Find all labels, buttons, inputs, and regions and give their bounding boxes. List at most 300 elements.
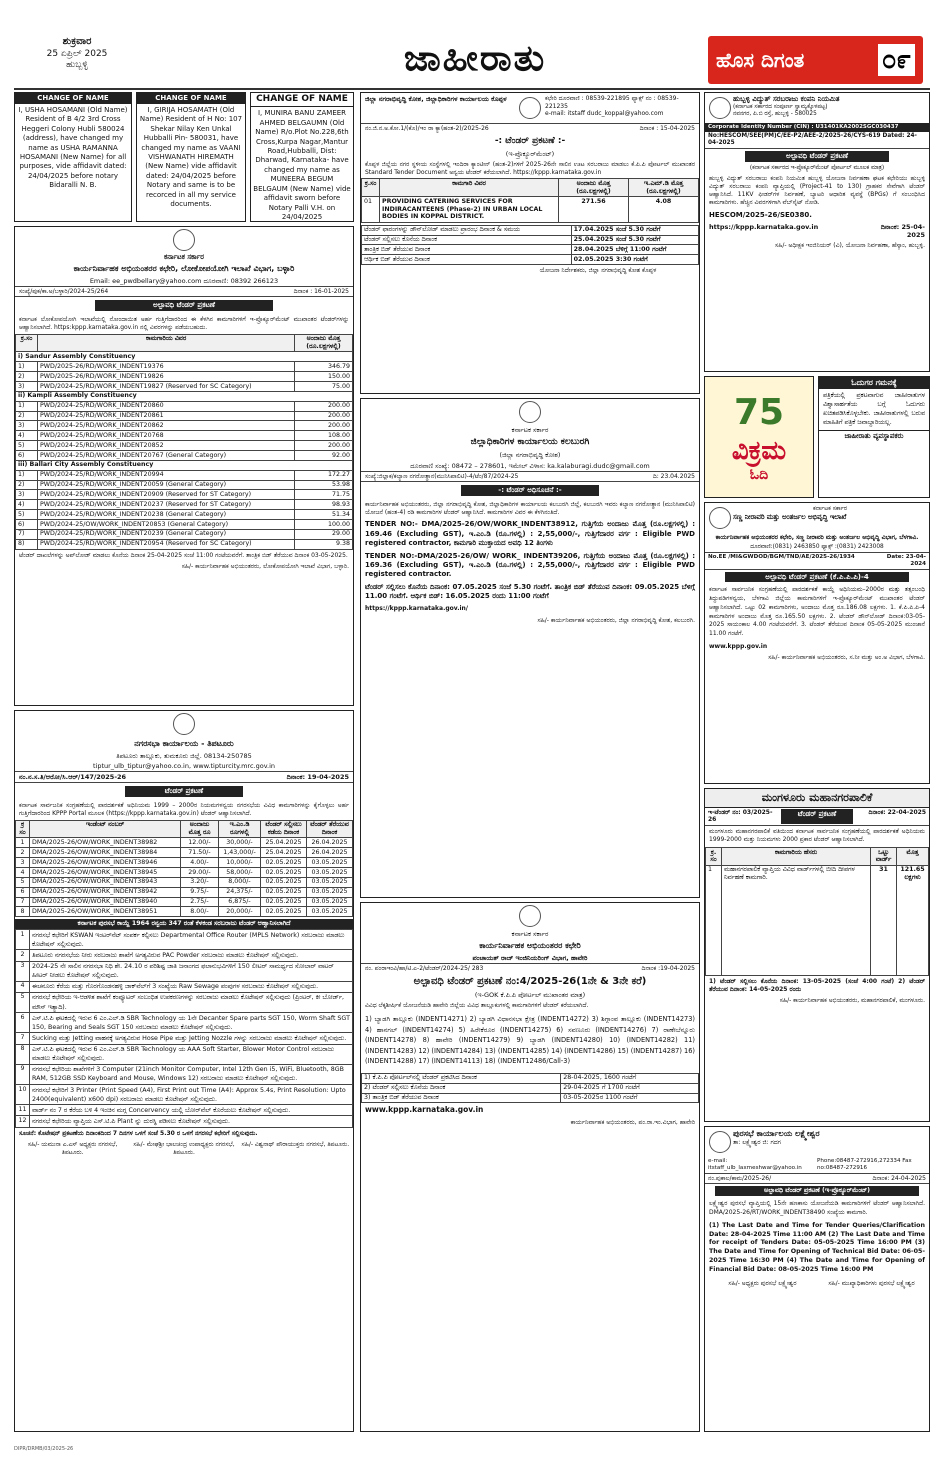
cell: 02.05.2025 xyxy=(261,868,307,878)
notice-intro: ಕರ್ನಾಟಕ ಲೋಕೋಪಯೋಗಿ ಇಲಾಖೆಯಲ್ಲಿ ನೋಂದಾಯಿತ ಅರ್ಹ ಗುತ್ತಿಗೆದಾರರಿಂದ ಈ ಕೆಳಗಿನ ಕಾಮಗಾರಿಗಳಿಗೆ ಇ-ಪ್ರೊಕ್ಯೂರ್‌ಮೆಂಟ್ ಮುಖಾಂತರ ಟೆಂಡರ್‌ಗಳನ್ನು ಆಹ್ವಾನಿಸಲಾಗಿದೆ. https:kppp.karnataka.gov.in ನಲ್ಲಿ ವಿವರಗಳನ್ನು ಪಡೆಯಬಹುದು. xyxy=(19,316,349,331)
col-amount: ಅಂದಾಜು ಮೊತ್ತ (ರೂ.ಲಕ್ಷಗಳಲ್ಲಿ) xyxy=(295,334,353,352)
cell: PWD/2024-25/RD/WORK_INDENT20954 (Reserved for SC Category) xyxy=(38,539,295,549)
works-table xyxy=(361,178,699,222)
cell: PWD/2025-26/RD/WORK_INDENT19826 xyxy=(38,372,295,382)
list-item xyxy=(16,1105,353,1116)
paper-logo xyxy=(708,36,923,84)
cell: 2) ಟೆಂಡರ್ ಸಲ್ಲಿಸಲು ಕೊನೆಯ ದಿನಾಂಕ xyxy=(362,1083,561,1093)
item-text: ಎಸ್.ಟಿ.ಪಿ ಘಟಕದಲ್ಲಿ ಇರುವ 6 ಎಂ.ಎಲ್.ಡಿ SBR Technology ಯ AAA Soft Starter, Blower Motor Control ಸರಬರಾಜು ಮಾಡಲು ಕೊಟೇಷನ್ ಸಲ್ಲಿಸುವುದು. xyxy=(30,1044,353,1064)
table-row xyxy=(16,539,353,549)
office-address: ನವನಗರ, ಪಿ.ಬಿ ರಸ್ತೆ, ಹುಬ್ಬಳ್ಳಿ - 580025 xyxy=(733,110,817,117)
vikrama-title: ವಿಕ್ರಮ xyxy=(731,435,787,466)
office-sub: ಪಂಚಾಯತ್ ರಾಜ್ ಇಂಜಿನಿಯರಿಂಗ್ ವಿಭಾಗ, ಹಾವೇರಿ xyxy=(472,954,588,963)
item-number: 6 xyxy=(16,1013,30,1033)
item-number: 9 xyxy=(16,1064,30,1084)
cell: 8 xyxy=(16,907,30,917)
table-row xyxy=(16,382,353,392)
office-sub: ತಿಪಟೂರು ತಾಲ್ಲೂಕು, ತುಮಕೂರು ಜಿಲ್ಲೆ. 08134-250785 xyxy=(116,752,252,760)
list-item xyxy=(16,1013,353,1033)
cell: 4.08 xyxy=(629,197,699,223)
cell: PWD/2024-25/RD/WORK_INDENT20909 (Reserved for ST Category) xyxy=(38,490,295,500)
ref-number: ಸಂಖ್ಯೆ:ಜಿಲ್ಲಾಕ/ಕಲ್ಯಾಣ ನಗರೋತ್ಥಾನ(ಮುನಿಸಿಪಾಲಿಟಿ)-4/ಟೆಂ/87/2024-25 xyxy=(365,472,519,480)
table-row xyxy=(16,451,353,461)
hescom-logo-icon xyxy=(709,97,731,119)
tender-2: TENDER NO:-DMA/2025-26/OW/ WORK_ INDENT39206, ಗುತ್ತಿಗೆಯ ಅಂದಾಜು ಮೊತ್ತ (ರೂ.ಲಕ್ಷಗಳಲ್ಲಿ) : 169.36 (Excluding GST), ಇ.ಎಂ.ಡಿ (ರೂ.ಗಳಲ್ಲಿ) : 2,55,000/-, ಗುತ್ತಿಗೆದಾರರ ವರ್ಗ : Eligible PWD registered contractor. xyxy=(365,551,695,578)
cell: 4) xyxy=(16,500,38,510)
table-row xyxy=(16,529,353,539)
list-item xyxy=(16,961,353,981)
table-row xyxy=(16,887,353,897)
item-number: 11 xyxy=(16,1105,30,1116)
table-row xyxy=(16,897,353,907)
notice-title: -: ಟೆಂಡರ್ ಅಧಿಸೂಚನೆ :- xyxy=(461,485,599,496)
table-row xyxy=(16,848,353,858)
vikrama-sub: ಓದಿ xyxy=(749,467,769,483)
item-number: 5 xyxy=(16,992,30,1012)
cell: 3) xyxy=(16,490,38,500)
tender-website[interactable]: https://kppp.karnataka.gov.in xyxy=(709,222,819,231)
works-table xyxy=(705,847,929,976)
notice-title: ಟೆಂಡರ್ ಪ್ರಕಟಣೆ xyxy=(125,786,243,797)
col-sl: ಕ್ರ ಸಂ xyxy=(16,820,30,838)
cell: 71.75 xyxy=(295,490,353,500)
cell: 25.04.2025 xyxy=(261,848,307,858)
notice-intro: ಕರ್ನಾಟಕ ಸಾರ್ವಜನಿಕ ಸಂಗ್ರಹಣೆಯಲ್ಲಿ ಪಾರದರ್ಶಕತೆ ಅಧಿನಿಯಮ 1999 – 2000ರ ನಿಯಮಗಳನ್ವಯ ನಗರಸಭೆಯ ವಿವಿಧ ಕಾಮಗಾರಿಗಳನ್ನು ಕೈಗೊಳ್ಳಲು ಅರ್ಹ ಗುತ್ತಿಗೆದಾರರಿಂದ KPPP Portal ಮೂಲಕ (https://kppp.karnataka.gov.in) ಟೆಂಡರ್ ಆಹ್ವಾನಿಸಲಾಗಿದೆ. xyxy=(19,802,349,817)
gov-label: ಕರ್ನಾಟಕ ಸರ್ಕಾರ xyxy=(511,930,549,938)
notice-intro: ವಿವಿಧ ಲೆಕ್ಕಶೀರ್ಷಿಕೆ ಯೋಜನೆಯಡಿ ಹಾವೇರಿ ಜಿಲ್ಲೆಯ ವಿವಿಧ ತಾಲ್ಲೂಕುಗಳಲ್ಲಿ ಕಾಮಗಾರಿಗಳಿಗೆ ಟೆಂಡರ್ ಕರೆಯಲಾಗಿದೆ. xyxy=(365,1002,589,1010)
ref-date: ದಿನಾಂಕ: 22-04-2025 xyxy=(868,808,927,816)
notice-body: ಲಕ್ಷ್ಮೇಶ್ವರ ಪುರಸಭೆ ವ್ಯಾಪ್ತಿಯಲ್ಲಿ 15ನೇ ಹಣಕಾಸು ಯೋಜನೆಯಡಿ ಕಾಮಗಾರಿಗಳಿಗೆ ಟೆಂಡರ್ ಆಹ್ವಾನಿಸಲಾಗಿದೆ. DMA/2025-26/RT/WORK_INDENT38490 ಸಂಖ್ಯೆಯ ಕಾಮಗಾರಿ. xyxy=(709,1200,925,1217)
cin-number: Corporate Identity Number (CIN) : U31401KA2002SGC030437 xyxy=(705,123,929,132)
cell: 9.38 xyxy=(295,539,353,549)
office-email: e-mail: itstaff_ulb_laxmeshwar@yahoo.in xyxy=(708,1158,802,1171)
cell: 1) ಕೆ.ಪಿ.ಪಿ ಪೋರ್ಟಲ್‌ನಲ್ಲಿ ಟೆಂಡರ್ ಪ್ರಕಟಿಸಿದ ದಿನಾಂಕ xyxy=(362,1073,561,1083)
office-email: Email: ee_pwdbellary@yahoo.com ದೂರವಾಣಿ: 08392 266123 xyxy=(89,276,279,285)
item-text: ನಗರಸಭೆ ಕಛೇರಿಯ ಶಾಖೆಗಳಿಗೆ 3 Computer (21inch Monitor Computer, Intel 12th Gen i5, WiFi, Bluetooth, 8GB RAM, 512GB SSD Keyboard and Mouse, Windows 12) ಸರಬರಾಜು ಮಾಡಲು ಕೊಟೇಷನ್ ಸಲ್ಲಿಸುವುದು. xyxy=(30,1064,353,1084)
office-email: tiptur_ulb_tiptur@yahoo.co.in, www.tipturcity.mrc.gov.in xyxy=(92,762,276,771)
ref-number: ನಂ.ಪುಕಾಲ/ಕಾಮ/2025-26/ xyxy=(708,1174,772,1182)
cell: 02.05.2025 xyxy=(261,897,307,907)
cell: 98.93 xyxy=(295,500,353,510)
col-indent: ಇಂಡೆಂಟ್ ನಂಬರ್ xyxy=(30,820,181,838)
item-text: ನಗರಸಭೆ ಕಛೇರಿಯ ವ್ಯಾಪ್ತಿಯ ಎಸ್.ಟಿ.ಪಿ Plant ನ್ನು ದುರಸ್ಥಿ ಪಡಿಸಲು ಕೊಟೇಷನ್ ಸಲ್ಲಿಸುವುದು. xyxy=(30,1116,353,1127)
cell: 2) xyxy=(16,480,38,490)
cell: 6) xyxy=(16,520,38,530)
quotation-table xyxy=(15,929,353,1127)
cell: PWD/2024-25/RD/WORK_INDENT19827 (Reserved for SC Category) xyxy=(38,382,295,392)
item-text: ಈಚನೂರು ಕೆರೆಯ ಮತ್ತು ಗೊರಗೊಂಡನಹಳ್ಳಿ ಜಾಕ್‌ವೆಲ್‌ಗೆ 3 ಸಂಖ್ಯೆಯ Raw Sewage ಪಂಪುಗಳ ಸರಬರಾಜು ಕೊಟೇಷನ್ ಸಲ್ಲಿಸುವುದು. xyxy=(30,981,353,992)
notice-body: ಕರ್ನಾಟಕ ಸಾರ್ವಜನಿಕ ಸಂಗ್ರಹಣೆಯಲ್ಲಿ ಪಾರದರ್ಶಕತೆ ಕಾಯ್ದೆ ಅಧಿನಿಯಮ–2000ರ ಮತ್ತು ತತ್ಸಂಬಂಧಿ ತಿದ್ದುಪಡಿಗಳನ್ವಯ, ಬೆಳಗಾವಿ ಜಿಲ್ಲೆಯ ಕಾಮಗಾರಿಗಳಿಗೆ ಇ-ಪ್ರೊಕ್ಯೂರ್‌ಮೆಂಟ್ ಮುಖಾಂತರ ಟೆಂಡರ್ ಆಹ್ವಾನಿಸಲಾಗಿದೆ. ಒಟ್ಟು 02 ಕಾಮಗಾರಿಗಳು, ಅಂದಾಜು ಮೊತ್ತ ರೂ.186.08 ಲಕ್ಷಗಳು. 1. ಕೆ.ಪಿ.ಪಿ.ಪಿ-4 ಕಾಮಗಾರಿಗಳ ಅಂದಾಜು ಮೊತ್ತ ರೂ.165.50 ಲಕ್ಷಗಳು. 2. ಟೆಂಡರ್ ಡೌನ್‌ಲೋಡ್ ದಿನಾಂಕ:03-05-2025 ಸಾಯಂಕಾಲ 4.00 ಗಂಟೆಯವರೆಗೆ. 3. ಟೆಂಡರ್ ತೆರೆಯುವ ದಿನಾಂಕ 05-05-2025 ಮುಂಜಾನೆ 11.00 ಗಂಟೆಗೆ. xyxy=(709,586,925,637)
col-wards: ಒಟ್ಟು ವಾರ್ಡ್ xyxy=(871,848,897,866)
header-divider xyxy=(14,88,930,90)
col-work: ಕಾಮಗಾರಿಯ ವಿವರ xyxy=(38,334,295,352)
table-row xyxy=(16,490,353,500)
vikrama-number: 75 xyxy=(733,391,785,433)
table-row xyxy=(362,235,699,245)
readers-notice xyxy=(818,376,930,498)
ref-date: Date: 23-04-2024 xyxy=(886,553,926,567)
ref-number: ನಂ.ನ.ಸ.ತಿ/ಆರೋ/ಸಿ.ಆರ್/147/2025-26 xyxy=(19,773,127,782)
signature-3: ಸಹಿ/- ವಿಶ್ವನಾಥ್ ಪೌರಾಯುಕ್ತರು ನಗರಸಭೆ, ತಿಪಟೂರು. xyxy=(241,1141,350,1149)
office-sub: (ಜಿಲ್ಲಾ ನಗರಾಭಿವೃದ್ಧಿ ಕೋಶ) xyxy=(499,451,561,460)
notice-sign: ಜಾಹೀರಾತು ವ್ಯವಸ್ಥಾಪಕರು xyxy=(819,430,929,442)
ref-date: ದಿ: 23.04.2025 xyxy=(652,472,695,480)
office-phone: ದೂರವಾಣಿ:(0831) 2463850 ಫ್ಯಾಕ್ಸ್ :(0831) 2423008 xyxy=(750,543,884,550)
tender-website[interactable]: https://kppp.karnataka.gov.in/ xyxy=(365,605,469,613)
item-text: ಎಸ್.ಟಿ.ಪಿ ಘಟಕದಲ್ಲಿ ಇರುವ 6 ಎಂ.ಎಲ್.ಡಿ SBR Technology ಯ 1ನೇ Decanter Spare parts SGT 150, Worm Shaft SGT 150, Bearing and Seals SGT 150 ಸರಬರಾಜು ಮಾಡಲು ಕೊಟೇಷನ್ ಸಲ್ಲಿಸುವುದು. xyxy=(30,1013,353,1033)
gov-label: ಕರ್ನಾಟಕ ಸರ್ಕಾರ xyxy=(812,505,848,512)
cell: 9.75/- xyxy=(181,887,219,897)
cell: 20,000/- xyxy=(219,907,261,917)
notice-footer: ಟೆಂಡರ್ ದಾಖಲೆಗಳನ್ನು ಅಪ್‌ಲೋಡ್ ಮಾಡಲು ಕೊನೆಯ ದಿನಾಂಕ 25-04-2025 ಸಂಜೆ 11:00 ಗಂಟೆಯವರೆಗೆ. ತಾಂತ್ರಿಕ ಬಿಡ್ ತೆರೆಯುವ ದಿನಾಂಕ 03-05-2025. xyxy=(19,551,348,559)
cell: 3) ತಾಂತ್ರಿಕ ಬಿಡ್ ತೆರೆಯುವ ದಿನಾಂಕ xyxy=(362,1093,561,1103)
notice-body: ಪತ್ರಿಕೆಯಲ್ಲಿ ಪ್ರಕಟವಾಗುವ ಜಾಹೀರಾತುಗಳ ವಿಶ್ವಾಸಾರ್ಹತೆಯ ಬಗ್ಗೆ ಓದುಗರು ಖಚಿತಪಡಿಸಿಕೊಳ್ಳಬೇಕು. ಜಾಹೀರಾತುಗಳಲ್ಲಿ ಬರುವ ಮಾಹಿತಿಗೆ ಪತ್ರಿಕೆ ಜವಾಬ್ದಾರಿಯಲ್ಲ. xyxy=(823,392,925,427)
notice-title: ಅಲ್ಪಾವಧಿ ಟೆಂಡರ್ ಪ್ರಕಟಣೆ (ಕೆ.ಪಿ.ಪಿ.ಪಿ)-4 xyxy=(725,572,909,583)
cell: 58,000/- xyxy=(219,868,261,878)
notice-body: ಹುಬ್ಬಳ್ಳಿ ವಿದ್ಯುತ್ ಸರಬರಾಜು ಕಂಪನಿ ನಿಯಮಿತ ಹುಬ್ಬಳ್ಳಿ ಯೋಜನಾ ನಿರ್ವಹಣಾ ಘಟಕ ಕಛೇರಿಯು ಹುಬ್ಬಳ್ಳಿ ವಿದ್ಯುತ್ ಸರಬರಾಜು ಕಂಪನಿ ವ್ಯಾಪ್ತಿಯಲ್ಲಿ (Project-41 to 130) ಗ್ರಾಹಕರ ಸೇವೆಗಾಗಿ ಟೆಂಡರ್ ಆಹ್ವಾನಿಸಿದೆ. 11KV ಫೀಡರ್‌ಗಳ ನಿರ್ವಹಣೆ, ಬ್ಯಾಟರಿ ಆಧಾರಿತ ವ್ಯವಸ್ಥೆ (BPGs) ಗೆ ಸಂಬಂಧಿಸಿದ ಕಾಮಗಾರಿಗಳು. ಹೆಚ್ಚಿನ ವಿವರಗಳಿಗಾಗಿ ವೆಬ್‌ಸೈಟ್ ನೋಡಿ. xyxy=(709,175,925,206)
cell: 03.05.2025 xyxy=(307,868,353,878)
cell: 1) xyxy=(16,401,38,411)
cell: 1) xyxy=(16,362,38,372)
tiptur-tender xyxy=(14,710,354,1432)
cell: 6 xyxy=(16,887,30,897)
table-row xyxy=(16,510,353,520)
item-number: 7 xyxy=(16,1033,30,1044)
cell: ತಾಂತ್ರಿಕ ಬಿಡ್ ತೆರೆಯುವ ದಿನಾಂಕ xyxy=(362,245,572,255)
con-heading: CHANGE OF NAME xyxy=(137,93,245,104)
karnataka-emblem-icon xyxy=(519,97,541,119)
ref-date: ದಿನಾಂಕ: 19-04-2025 xyxy=(286,773,349,782)
cell: 01 xyxy=(362,197,380,223)
ref-number: ನಂ. ಪಂರಾಇಂವಿ/ಹಾ/ಟಿ.ಎ-2/ಟೆಂಡರ್/2024-25/ 283 xyxy=(365,965,484,973)
cell: PROVIDING CATERING SERVICES FOR INDIRACANTEENS (Phase-2) IN URBAN LOCAL BODIES IN KOPPAL DISTRICT. xyxy=(380,197,559,223)
cell: PWD/2024-25/RD/WORK_INDENT20852 xyxy=(38,441,295,451)
notice-subtitle: (ಇ-ಪ್ರೊಕ್ಯೂರ್‌ಮೆಂಟ್) xyxy=(505,149,555,158)
office-phone: ದೂರವಾಣಿ ಸಂಖ್ಯೆ: 08472 – 278601, ಇಮೇಲ್ ವಿಳಾಸ: ka.kalaburagi.dudc@gmail.com xyxy=(410,461,650,470)
list-item xyxy=(16,1033,353,1044)
cell: 10,000/- xyxy=(219,858,261,868)
cell: DMA/2025-26/OW/WORK_INDENT38982 xyxy=(30,838,181,848)
cell: 6) xyxy=(16,451,38,461)
item-number: 4 xyxy=(16,981,30,992)
karnataka-emblem-icon xyxy=(173,229,195,251)
cell: 150.00 xyxy=(295,372,353,382)
cell: 31 xyxy=(871,865,897,975)
cell: 2) xyxy=(16,411,38,421)
cell: 3 xyxy=(16,858,30,868)
item-number: 3 xyxy=(16,961,30,981)
cell: DMA/2025-26/OW/WORK_INDENT38984 xyxy=(30,848,181,858)
list-item xyxy=(16,930,353,950)
cell: 7) xyxy=(16,529,38,539)
table-row xyxy=(16,362,353,372)
cell: 28.04.2025 ಬೆಳಿಗ್ಗೆ 11:00 ಗಂಟೆಗೆ xyxy=(571,245,698,255)
item-text: ನಗರಸಭೆ ಕಛೇರಿಗೆ 3 Printer (Print Speed (A4), First Print out Time (A4): Approx 5.4s, Print Resolution: Upto 2400(equivalent) x600 dpi) ಸರಬರಾಜು ಮಾಡಲು ಕೊಟೇಷನ್ ಸಲ್ಲಿಸುವುದು. xyxy=(30,1085,353,1105)
col-sl: ಕ್ರ.ಸಂ xyxy=(362,179,380,197)
signature-1: ಸಹಿ/- ಅಧ್ಯಕ್ಷರು ಪುರಸಭೆ ಲಕ್ಷ್ಮೇಶ್ವರ xyxy=(728,1279,797,1287)
cell: 8,000/- xyxy=(219,877,261,887)
karnataka-emblem-icon xyxy=(709,507,731,529)
tender-number: HESCOM/2025-26/SE0380. xyxy=(709,210,812,219)
item-number: 1 xyxy=(16,930,30,950)
tender-website[interactable]: www.kppp.karnataka.gov.in xyxy=(365,1105,484,1115)
mangaluru-tender xyxy=(704,788,930,1122)
item-number: 2 xyxy=(16,950,30,961)
cell: 2) xyxy=(16,372,38,382)
cell: PWD/2024-25/RD/WORK_INDENT20237 (Reserved for ST Category) xyxy=(38,500,295,510)
notice-title: ಓದುಗರ ಗಮನಕ್ಕೆ xyxy=(819,377,929,389)
cell: 172.27 xyxy=(295,470,353,480)
cell: 29.00/- xyxy=(181,868,219,878)
tender-website[interactable]: www.kppp.gov.in xyxy=(709,642,768,650)
table-row xyxy=(16,907,353,917)
list-item xyxy=(16,1116,353,1127)
con-body: I, GIRIJA HOSAMATH (Old Name) Resident of H No: 107 Shekar Nilay Ken Unkal Hubballi Pin- 580031, have changed my name as VAANI VISHWANATH HIREMATH (New Name) vide affidavit dated: 24/04/2025 before Notary and same is to be recorced in all my service documents. xyxy=(139,105,243,209)
cell: 7 xyxy=(16,897,30,907)
cell: 4 xyxy=(16,868,30,878)
cell: 200.00 xyxy=(295,421,353,431)
lakshmeshwar-tender xyxy=(704,1126,930,1432)
cell: 4.00/- xyxy=(181,858,219,868)
ref-number: No:HESCOM/SEE(PM)C/EE-P2/AEE-2/2025-26/CYS-619 Dated: 24-04-2025 xyxy=(705,132,929,149)
col-sl: ಕ್ರ. ಸಂ xyxy=(706,848,722,866)
cell: 75.00 xyxy=(295,382,353,392)
cell: 121.65 ಲಕ್ಷಗಳು xyxy=(897,865,929,975)
signature: ಕಾರ್ಯನಿರ್ವಾಹಕ ಅಭಿಯಂತರರು, ಪಂ.ರಾ.ಇಂ.ವಿಭಾಗ, ಹಾವೇರಿ xyxy=(570,1119,695,1127)
cell: PWD/2024-25/RD/WORK_INDENT20767 (General Category) xyxy=(38,451,295,461)
office-sub: (ಕರ್ನಾಟಕ ಸರ್ಕಾರದ ಸಂಪೂರ್ಣ ಸ್ವಾಮ್ಯಕ್ಕೊಳಪಟ್ಟ) xyxy=(733,103,828,110)
table-row xyxy=(362,225,699,235)
cell: PWD/2024-25/OW/WORK_INDENT20853 (General Category) xyxy=(38,520,295,530)
ref-date: ದಿನಾಂಕ :19-04-2025 xyxy=(641,965,695,973)
cell: 100.00 xyxy=(295,520,353,530)
ref-number: ನಂ.ಜಿ.ನ.ಅ.ಕೋ.1/(ಕೊ)/ಇಂ ರಾ ಕ್ಯಾ(ಹಂತ-2)/2025-26 xyxy=(365,125,489,132)
item-number: 10 xyxy=(16,1085,30,1105)
cell: 8) xyxy=(16,539,38,549)
signature: ಸಹಿ/- ಕಾರ್ಯನಿರ್ವಾಹಕ ಅಭಿಯಂತರರು, ಜಿಲ್ಲಾ ನಗರಾಭಿವೃದ್ಧಿ ಕೋಶ, ಕಲಬುರಗಿ. xyxy=(537,617,695,625)
table-row xyxy=(706,865,929,975)
item-text: Sucking ಮತ್ತು Jetting ವಾಹನಕ್ಕೆ ಅಗತ್ಯವಿರುವ Hose Pipe ಮತ್ತು Jetting Nozzle ಗಳನ್ನು ಸರಬರಾಜು ಮಾಡಲು ಕೊಟೇಷನ್ ಸಲ್ಲಿಸುವುದು. xyxy=(30,1033,353,1044)
con-body: I, MUNIRA BANU ZAMEER AHMED BELGAUMN (Old Name) R/o.Plot No.228,6th Cross,Kurpa Nagar,Mantur Road,Hubballi, Dist: Dharwad, Karnataka- have changed my name as MUNEERA BEGUM BELGAUM (New Name) vide affidavit sworn before Notary Palli V.H. on 24/04/2025 xyxy=(253,109,351,222)
table-group-row xyxy=(16,391,353,401)
table-row xyxy=(16,372,353,382)
item-number: 8 xyxy=(16,1044,30,1064)
koppal-tender xyxy=(360,92,700,394)
karnataka-emblem-icon xyxy=(519,401,541,423)
cell: 28-04-2025, 1600 ಗಂಟೆಗೆ xyxy=(561,1073,699,1083)
col-estimate: ಅಂದಾಜು ಮೊತ್ತ ರೂ xyxy=(181,820,219,838)
change-of-name-1 xyxy=(14,92,132,222)
notice-title: -: ಟೆಂಡರ್ ಪ್ರಕಟಣೆ :- xyxy=(494,135,566,146)
indent-table xyxy=(15,820,353,918)
paper-name: ಹೊಸ ದಿಗಂತ xyxy=(716,47,805,72)
office-name: ಪುರಸಭೆ ಕಾರ್ಯಾಲಯ ಲಕ್ಷ್ಮೇಶ್ವರ xyxy=(733,1129,820,1138)
cell: 02.05.2025 xyxy=(261,858,307,868)
day-label: ಶುಕ್ರವಾರ xyxy=(62,36,92,47)
ref-number: ಇ-ಟೆಂಡರ್ ನಂ: 03/2025-26 xyxy=(708,808,773,824)
cell: 2.75/- xyxy=(181,897,219,907)
notice-body: ಕಾರ್ಯನಿರ್ವಾಹಕ ಅಭಿಯಂತರರು, ಜಿಲ್ಲಾ ನಗರಾಭಿವೃದ್ಧಿ ಕೋಶ, ಜಿಲ್ಲಾಧಿಕಾರಿಗಳ ಕಾರ್ಯಾಲಯ ಕಲಬುರಗಿ ಜಿಲ್ಲೆ, ಕಲಬುರಗಿ ಇವರು ಕಲ್ಯಾಣ ನಗರೋತ್ಥಾನ (ಮುನಿಸಿಪಾಲಿಟಿ) ಯೋಜನೆ (ಹಂತ-4) ರಡಿ ಕಾಮಗಾರಿಗಳ ಟೆಂಡರ್ ಆಹ್ವಾನಿಸಿದೆ. ಕಾಮಗಾರಿಗಳ ವಿವರ ಈ ಕೆಳಗಿನಂತಿದೆ. xyxy=(365,500,695,516)
cell: 02.05.2025 xyxy=(261,907,307,917)
cell: DMA/2025-26/OW/WORK_INDENT38951 xyxy=(30,907,181,917)
footer-code: DIPR/DRMB/03/2025-26 xyxy=(14,1446,74,1452)
list-item xyxy=(16,950,353,961)
cell: 51.34 xyxy=(295,510,353,520)
cell: 3) xyxy=(16,382,38,392)
signature: ಸಹಿ/- ಅಧೀಕ್ಷಕ ಇಂಜಿನಿಯರ್ (ವಿ), ಯೋಜನಾ ನಿರ್ವಹಣಾ, ಹೆಸ್ಕಾಂ, ಹುಬ್ಬಳ್ಳಿ. xyxy=(775,241,925,249)
table-row xyxy=(362,1093,699,1103)
cell: 1 xyxy=(16,838,30,848)
notice-intro: ಕೊಪ್ಪಳ ಜಿಲ್ಲೆಯ ನಗರ ಸ್ಥಳೀಯ ಸಂಸ್ಥೆಗಳಲ್ಲಿ ಇಂದಿರಾ ಕ್ಯಾಂಟೀನ್ (ಹಂತ-2)ಗಳಿಗೆ 2025-26ನೇ ಸಾಲಿನ ಊಟ ಸರಬರಾಜು ಮಾಡಲು ಕೆ.ಪಿ.ಪಿ ಪೋರ್ಟಲ್ ಮುಖಾಂತರ Standard Tender Document ಅನ್ವಯ ಟೆಂಡರ್ ಕರೆಯಲಾಗಿದೆ. https://kppp.karnataka.gov.in xyxy=(365,160,695,176)
schedule-table xyxy=(361,1073,699,1104)
cell: 53.98 xyxy=(295,480,353,490)
col-last-date: ಟೆಂಡರ್ ಸಲ್ಲಿಸಲು ಕಡೆಯ ದಿನಾಂಕ xyxy=(261,820,307,838)
tender-dates: ಟೆಂಡರ್ ಸಲ್ಲಿಸಲು ಕೊನೆಯ ದಿನಾಂಕ: 07.05.2025 ಸಂಜೆ 5.30 ಗಂಟೆಗೆ. ತಾಂತ್ರಿಕ ಬಿಡ್ ತೆರೆಯುವ ದಿನಾಂಕ: 09.05.2025 ಬೆಳಿಗ್ಗೆ 11.00 ಗಂಟೆಗೆ. ಆರ್ಥಿಕ ಬಿಡ್: 16.05.2025 ರಂದು 11:00 ಗಂಟೆಗೆ xyxy=(365,583,695,601)
section-title: ಜಾಹೀರಾತು xyxy=(403,37,547,79)
date-block xyxy=(22,36,132,71)
cell: DMA/2025-26/OW/WORK_INDENT38942 xyxy=(30,887,181,897)
col-emd: ಇ.ಎಮ್.ಡಿ ಮೊತ್ತ (ರೂ.ಲಕ್ಷಗಳಲ್ಲಿ) xyxy=(629,179,699,197)
item-text: 2024-25 ನೇ ಸಾಲಿನ ನಗರಸಭಾ ನಿಧಿ ಶೇ. 24.10 ರ ಪರಿಶಿಷ್ಟ ಜಾತಿ ಜನಾಂಗದ ಫಲಾನುಭವಿಗಳಿಗೆ 150 ಲೀಟರ್ ಸಾಮರ್ಥ್ಯದ ಸೋಲಾರ್ ವಾಟರ್ ಹೀಟರ್ ನೀಡಲು ಕೊಟೇಷನ್ ಸಲ್ಲಿಸುವುದು. xyxy=(30,961,353,981)
page-number: ೦೯ xyxy=(878,44,915,77)
cell: ಟೆಂಡರ್ ಸಲ್ಲಿಸಲು ಕೊನೆಯ ದಿನಾಂಕ xyxy=(362,235,572,245)
cell: DMA/2025-26/OW/WORK_INDENT38946 xyxy=(30,858,181,868)
cell: 03.05.2025 xyxy=(307,907,353,917)
table-row xyxy=(362,1073,699,1083)
cell: 25.04.2025 ಸಂಜೆ 5.30 ಗಂಟೆಗೆ xyxy=(571,235,698,245)
cell: PWD/2024-25/RD/WORK_INDENT20861 xyxy=(38,411,295,421)
cell: 5) xyxy=(16,441,38,451)
table-group-row xyxy=(16,352,353,362)
office-name: ನಗರಸಭಾ ಕಾರ್ಯಾಲಯ - ತಿಪಟೂರು xyxy=(134,739,234,748)
cell: 271.56 xyxy=(559,197,629,223)
kalaburagi-tender xyxy=(360,398,700,898)
office-name: ಹುಬ್ಬಳ್ಳಿ ವಿದ್ಯುತ್ ಸರಬರಾಜು ಕಂಪನಿ ನಿಯಮಿತ xyxy=(733,95,840,103)
works-table xyxy=(15,334,353,550)
cell: 200.00 xyxy=(295,411,353,421)
cell: 92.00 xyxy=(295,451,353,461)
office-name: ಕಾರ್ಯನಿರ್ವಾಹಕ ಅಭಿಯಂತರರ ಕಛೇರಿ xyxy=(479,941,581,951)
cell: 17.04.2025 ಸಂಜೆ 5.30 ಗಂಟೆಗೆ xyxy=(571,225,698,235)
col-open-date: ಟೆಂಡರ್ ತೆರೆಯುವ ದಿನಾಂಕ xyxy=(307,820,353,838)
hescom-tender xyxy=(704,92,930,372)
table-row xyxy=(16,441,353,451)
table-row xyxy=(16,470,353,480)
col-emd: ಇ.ಎಂ.ಡಿ ರೂಗಳಲ್ಲಿ xyxy=(219,820,261,838)
signature: ಯೋಜನಾ ನಿರ್ದೇಶಕರು, ಜಿಲ್ಲಾ ನಗರಾಭಿವೃದ್ಧಿ ಕೋಶ ಕೊಪ್ಪಳ xyxy=(539,267,657,275)
tender-dates: 1) ಟೆಂಡರ್ ಸಲ್ಲಿಸಲು ಕೊನೆಯ ದಿನಾಂಕ: 13-05-2025 (ಸಂಜೆ 4:00 ಗಂಟೆ) 2) ಟೆಂಡರ್ ತೆರೆಯುವ ದಿನಾಂಕ: 14-05-2025 ರಂದು xyxy=(709,977,925,993)
group-name: iii) Ballari City Assembly Constituency xyxy=(16,460,353,470)
table-row xyxy=(16,877,353,887)
table-row xyxy=(362,255,699,265)
notice-subtitle: (ಕರ್ನಾಟಕ ಸರ್ಕಾರದ ಇ-ಪ್ರೊಕ್ಯೂರ್‌ಮೆಂಟ್ ಪೋರ್ಟಲ್ ಮೂಲಕ ಮಾತ್ರ) xyxy=(749,165,885,172)
item-text: ತಿಪಟೂರು ನಗರಸಭೆಯ ನೀರು ಸರಬರಾಜು ಶಾಖೆಗೆ ಅಗತ್ಯವಿರುವ PAC Powder ಸರಬರಾಜು ಮಾಡಲು ಕೊಟೇಷನ್ ಸಲ್ಲಿಸುವುದು. xyxy=(30,950,353,961)
municipal-emblem-icon xyxy=(173,713,195,735)
change-of-name-3 xyxy=(250,92,354,222)
list-item xyxy=(16,992,353,1012)
con-body: I, USHA HOSAMANI (Old Name) Resident of B 4/2 3rd Cross Heggeri Colony Hubli 580024 (address), have changed my name as USHA RAMANNA HOSAMANI (New Name) for all purposes, vide affidavit dated: 24/04/2025 before notary Bidaralli N. B. xyxy=(18,105,128,190)
table-row xyxy=(16,480,353,490)
ref-date: ದಿನಾಂಕ: 24-04-2025 xyxy=(872,1174,926,1182)
table-row xyxy=(362,1083,699,1093)
office-name: ಮಂಗಳೂರು ಮಹಾನಗರಪಾಲಿಕೆ xyxy=(705,789,929,808)
cell: 26.04.2025 xyxy=(307,848,353,858)
office-email: e-mail: itstaff dudc_koppal@yahoo.com xyxy=(545,110,664,117)
cell: PWD/2024-25/RD/WORK_INDENT20862 xyxy=(38,421,295,431)
office-name: ಕಾರ್ಯನಿರ್ವಾಹಕ ಅಭಿಯಂತರರ ಕಛೇರಿ, ಲೋಕೋಪಯೋಗಿ ಇಲಾಖೆ ವಿಭಾಗ, ಬಳ್ಳಾರಿ xyxy=(73,263,295,273)
cell: PWD/2024-25/RD/WORK_INDENT20994 xyxy=(38,470,295,480)
cell: PWD/2024-25/RD/WORK_INDENT20238 (General Category) xyxy=(38,510,295,520)
col-sl: ಕ್ರ.ಸಂ xyxy=(16,334,38,352)
cell: 02.05.2025 3:30 ಗಂಟೆಗೆ xyxy=(571,255,698,265)
list-item xyxy=(16,1064,353,1084)
ref-number: ಸಂಖ್ಯೆ/ಪುಕ/ಕಾ.ಅ/ಬಳ್ಳಾರಿ/2024-25/264 xyxy=(19,287,109,295)
table-row xyxy=(16,401,353,411)
notice-title: ಅಲ್ಪಾವಧಿ ಟೆಂಡರ್ ಪ್ರಕಟಣೆ xyxy=(95,300,273,311)
cell: 200.00 xyxy=(295,401,353,411)
cell: DMA/2025-26/OW/WORK_INDENT38940 xyxy=(30,897,181,907)
signature-1: ಸಹಿ/- ಯಮುನಾ ಎ.ಎಸ್ ಅಧ್ಯಕ್ಷರು ನಗರಸಭೆ, ತಿಪಟೂರು. xyxy=(27,1141,118,1156)
col-amount: ಮೊತ್ತ xyxy=(897,848,929,866)
cell: PWD/2024-25/RD/WORK_INDENT20239 (General Category) xyxy=(38,529,295,539)
cell: PWD/2024-25/RD/WORK_INDENT20768 xyxy=(38,431,295,441)
signature-2: ಸಹಿ/- ಮುಖ್ಯಾಧಿಕಾರಿಗಳು ಪುರಸಭೆ ಲಕ್ಷ್ಮೇಶ್ವರ xyxy=(828,1279,915,1287)
karnataka-emblem-icon xyxy=(519,905,541,927)
list-item xyxy=(16,981,353,992)
city-label: ಹುಬ್ಬಳ್ಳಿ xyxy=(66,59,88,70)
cell: 25.04.2025 xyxy=(261,838,307,848)
table-row xyxy=(16,868,353,878)
cell: 1 xyxy=(706,865,722,975)
notice-note: ಸೂಚನೆ: ಕೊಟೇಷನ್ ಪ್ರಕಟಣೆಯ ದಿನಾಂಕದಿಂದ 7 ದಿನಗಳ ಒಳಗೆ ಸಂಜೆ 5.30 ರ ಒಳಗೆ ನಗರಸಭೆ ಕಛೇರಿಗೆ ಸಲ್ಲಿಸುವುದು. xyxy=(19,1129,258,1137)
table-row xyxy=(16,411,353,421)
cell: 5 xyxy=(16,877,30,887)
ref-date: ದಿನಾಂಕ : 16-01-2025 xyxy=(293,287,349,295)
cell: 346.79 xyxy=(295,362,353,372)
cell: 1,43,000/- xyxy=(219,848,261,858)
pwd-ballari-tender xyxy=(14,226,354,706)
group-name: i) Sandur Assembly Constituency xyxy=(16,352,353,362)
cell: PWD/2024-25/RD/WORK_INDENT20860 xyxy=(38,401,295,411)
cell: PWD/2024-25/RD/WORK_INDENT20059 (General Category) xyxy=(38,480,295,490)
list-item xyxy=(16,1085,353,1105)
ref-date: ದಿನಾಂಕ : 15-04-2025 xyxy=(639,125,695,132)
notice-title: ಟೆಂಡರ್ ಪ್ರಕಟಣೆ xyxy=(781,809,854,824)
table-row xyxy=(16,838,353,848)
haveri-tender xyxy=(360,902,700,1432)
cell: 30,000/- xyxy=(219,838,261,848)
list-item xyxy=(16,1044,353,1064)
section2-title: ಕರ್ನಾಟಕ ಪುರಸಭೆ ಕಾಯ್ದೆ 1964 ರನ್ವಯ 347 ರಂತೆ ಕೆಳಕಂಡ ಸರಬರಾಜು ಟೆಂಡರ್ ಆಹ್ವಾನಿಸಲಾಗಿದೆ xyxy=(15,919,353,929)
con-heading: CHANGE OF NAME xyxy=(251,93,353,107)
cell: 03.05.2025 xyxy=(307,877,353,887)
belagavi-tender xyxy=(704,502,930,784)
tender-dates: (1) The Last Date and Time for Tender Queries/Clarification Date: 28-04-2025 Time 11:00 AM (2) The Last Date and Time for receipt of Tenders Date: 05-05-2025 Time 16:00 PM (3) The Date and Time for Opening of Technical Bid Date: 06-05-2025 Time 16:30 PM (4) The Date and Time for Opening of Financial Bid Date: 08-05-2025 Time 16:00 PM xyxy=(709,1221,925,1273)
schedule-table xyxy=(361,225,699,265)
cell: 03.05.2025 xyxy=(307,858,353,868)
item-number: 12 xyxy=(16,1116,30,1127)
notice-body: ಮಂಗಳೂರು ಮಹಾನಗರಪಾಲಿಕೆ ವತಿಯಿಂದ ಕರ್ನಾಟಕ ಸಾರ್ವಜನಿಕ ಸಂಗ್ರಹಣೆಯಲ್ಲಿ ಪಾರದರ್ಶಕತೆ ಅಧಿನಿಯಮ 1999-2000 ಮತ್ತು ನಿಯಮಗಳು 2000 ಪ್ರಕಾರ ಟೆಂಡರ್ ಆಹ್ವಾನಿಸಲಾಗಿದೆ. xyxy=(709,827,925,844)
table-row xyxy=(16,500,353,510)
ref-number: No.EE /MI&GWDOD/BGM/TND/AE/2025-26/1934 xyxy=(708,553,855,560)
change-of-name-2 xyxy=(136,92,246,222)
cell: ಮಹಾನಗರಪಾಲಿಕೆ ವ್ಯಾಪ್ತಿಯ ವಿವಿಧ ವಾರ್ಡ್‌ಗಳಲ್ಲಿ ಬೀದಿ ದೀಪಗಳ ನಿರ್ವಹಣೆ ಕಾಮಗಾರಿ. xyxy=(722,865,871,975)
notice-title: ಅಲ್ಪಾವಧಿ ಟೆಂಡರ್ ಪ್ರಕಟಣೆ ನಂ:4/2025-26(1ನೇ & 3ನೇ ಕರೆ) xyxy=(413,975,647,987)
municipal-emblem-icon xyxy=(709,1131,731,1153)
cell: 1) xyxy=(16,470,38,480)
gov-label: ಕರ್ನಾಟಕ ಸರ್ಕಾರ xyxy=(511,426,549,434)
office-phone: ಕಛೇರಿ ದೂರವಾಣಿ : 08539-221895 ಫ್ಯಾಕ್ಸ್ ನಂ : 08539-221235 xyxy=(545,95,679,110)
